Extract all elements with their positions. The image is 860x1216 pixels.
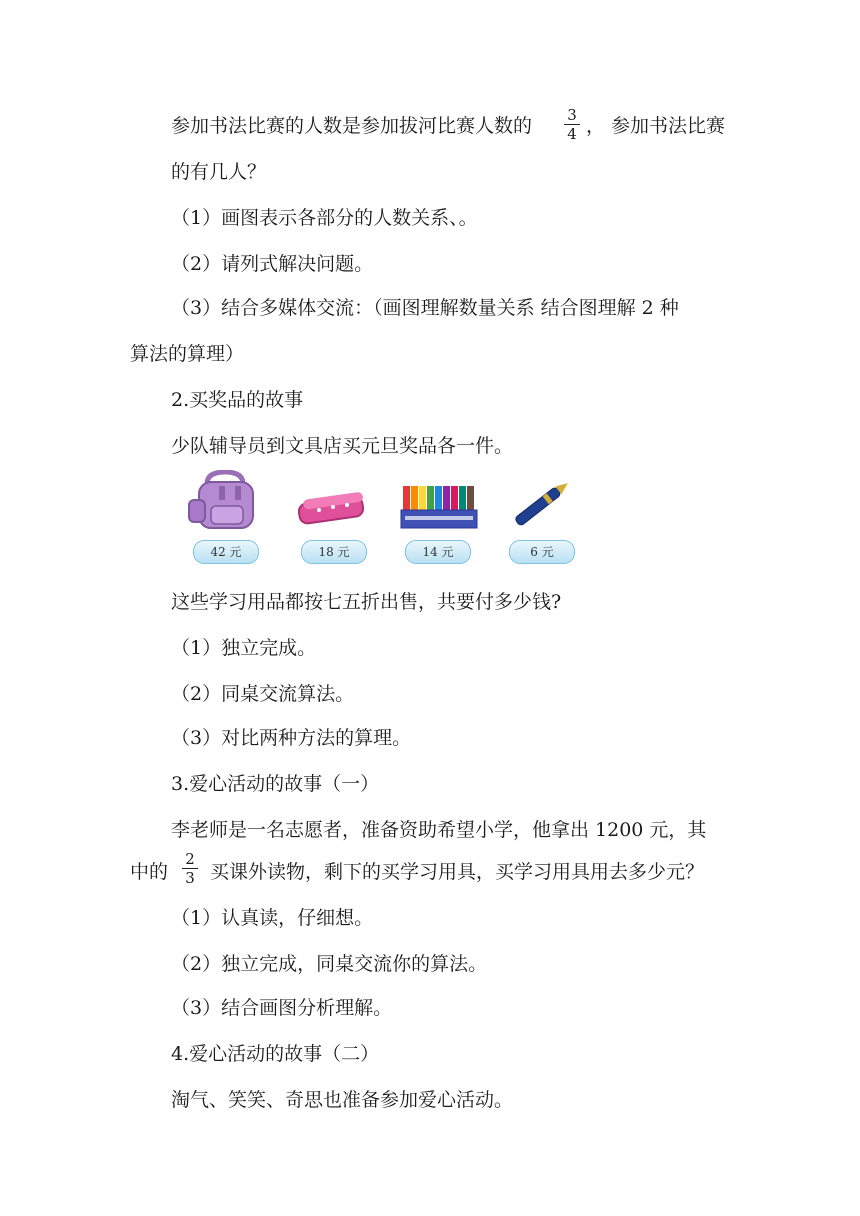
crayons-item [397,470,487,570]
price-tag-pen: 6 元 [509,540,575,564]
crayons-icon [397,470,481,538]
problem-text-line1a: 参加书法比赛的人数是参加拔河比赛人数的 [171,115,533,137]
section3-step-1: （1）认真读，仔细想。 [171,907,374,929]
section2-heading: 2.买奖品的故事 [171,389,304,411]
section3-text-line1: 李老师是一名志愿者，准备资助希望小学，他拿出 1200 元，其 [171,819,707,841]
section2-question: 这些学习用品都按七五折出售，共要付多少钱? [171,591,562,613]
fraction-denominator: 3 [185,869,195,887]
section2-intro: 少队辅导员到文具店买元旦奖品各一件。 [171,435,514,457]
section4-text-line1: 淘气、笑笑、奇思也准备参加爱心活动。 [171,1089,514,1111]
pencil-case-item [293,470,383,570]
price-tag-pencil-case: 18 元 [301,540,367,564]
pencil-case-icon [293,470,373,538]
fraction-numerator: 2 [185,850,195,868]
schoolbag-icon [185,470,265,538]
price-tag-crayons: 14 元 [405,540,471,564]
section3-heading: 3.爱心活动的故事（一） [171,773,380,795]
pen-icon [501,470,581,538]
fraction-numerator: 3 [567,106,577,124]
price-tag-schoolbag: 42 元 [193,540,259,564]
section2-step-2: （2）同桌交流算法。 [171,683,355,705]
section3-text-line2b: 买课外读物，剩下的买学习用具，买学习用具用去多少元？ [210,861,705,883]
product-images [175,470,595,570]
problem1-step-3-cont: 算法的算理） [130,343,245,365]
problem1-step-2: （2）请列式解决问题。 [171,253,374,275]
fraction-denominator: 4 [567,125,577,143]
fraction-two-thirds [180,850,200,887]
pen-item [501,470,591,570]
section2-step-3: （3）对比两种方法的算理。 [171,727,412,749]
section3-step-2: （2）独立完成，同桌交流你的算法。 [171,953,488,975]
section3-text-line2a: 中的 [130,861,169,883]
section4-heading: 4.爱心活动的故事（二） [171,1043,380,1065]
section3-step-3: （3）结合画图分析理解。 [171,997,393,1019]
problem1-step-3: （3）结合多媒体交流：（画图理解数量关系 结合图理解 2 种 [171,297,679,319]
schoolbag-item [185,470,275,570]
fraction-three-quarters [562,106,582,143]
problem1-step-1: （1）画图表示各部分的人数关系、。 [171,207,478,229]
problem-text-line2: 的有几人？ [171,161,267,183]
section2-step-1: （1）独立完成。 [171,637,317,659]
problem-text-line1b: ， 参加书法比赛 [586,115,726,137]
